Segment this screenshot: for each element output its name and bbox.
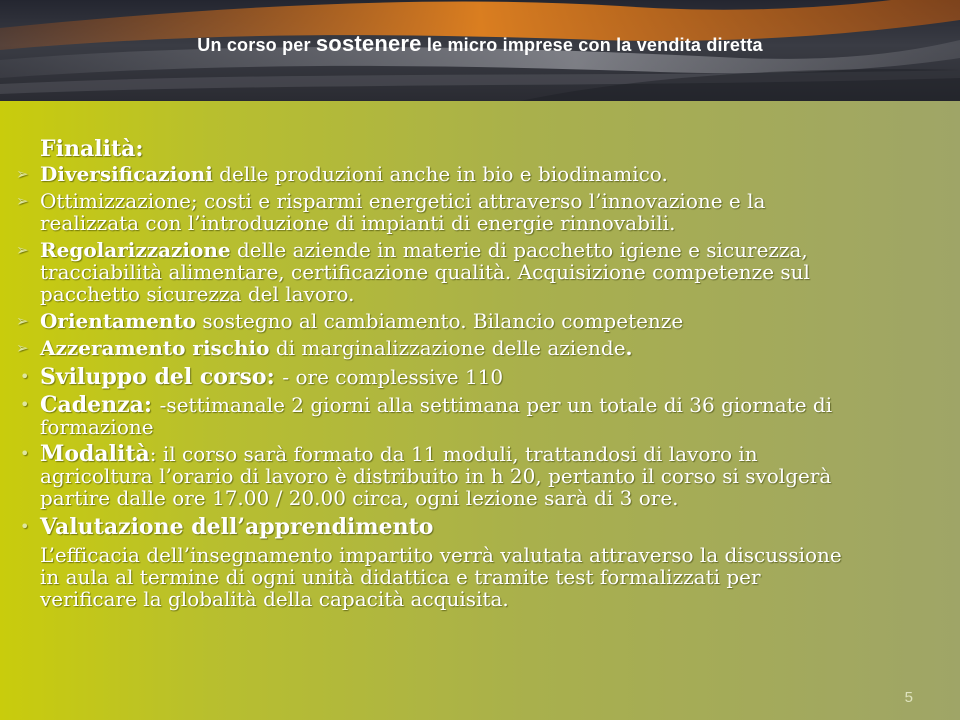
slide-title: Un corso per sostenere le micro imprese con la vendita diretta (197, 31, 763, 56)
arrow-bullet-icon: ➢ (16, 241, 29, 259)
list-item-cadenza: • Cadenza: -settimanale 2 giorni alla settimana per un totale di 36 giornate di formazione (20, 392, 833, 439)
list-item-orientamento: ➢ Orientamento sostegno al cambiamento. Bilancio competenze (16, 309, 684, 333)
header-banner (0, 0, 960, 101)
arrow-bullet-icon: ➢ (16, 192, 29, 210)
list-item-azzeramento: ➢ Azzeramento rischio di marginalizzazione delle aziende. (16, 336, 633, 360)
list-item-ottimizzazione: ➢ Ottimizzazione; costi e risparmi energetici attraverso l’innovazione e la realizzata con l’introduzione di impianti di energie rinnovabili. (16, 189, 766, 235)
list-item-modalita: • Modalità: il corso sarà formato da 11 moduli, trattandosi di lavoro in agricoltura l’orario di lavoro è distribuito in h 20, pertanto il corso si svolgerà partire dalle ore 17.00 / 20.00 circa, ogni lezione sarà di 3 ore. (20, 441, 832, 510)
dot-bullet-icon: • (20, 395, 30, 414)
slide-body (0, 101, 960, 720)
section-heading-finalita: Finalità: (40, 136, 144, 162)
dot-bullet-icon: • (20, 367, 30, 386)
list-item-sviluppo: • Sviluppo del corso: - ore complessive 110 (20, 364, 504, 390)
title-emphasis: sostenere (315, 31, 422, 56)
dot-bullet-icon: • (20, 517, 30, 536)
dot-bullet-icon: • (20, 444, 30, 463)
arrow-bullet-icon: ➢ (16, 312, 29, 330)
list-item-diversificazioni: ➢ Diversificazioni delle produzioni anche in bio e biodinamico. (16, 162, 668, 186)
list-item-regolarizzazione: ➢ Regolarizzazione delle aziende in materie di pacchetto igiene e sicurezza, tracciabilità alimentare, certificazione qualità. Acquisizione competenze sul pacchetto sicurezza del lavoro. (16, 238, 810, 306)
list-item-valutazione: • Valutazione dell’apprendimento (20, 514, 434, 540)
valutazione-paragraph: L’efficacia dell’insegnamento impartito verrà valutata attraverso la discussione in aula al termine di ogni unità didattica e tramite test formalizzati per verificare la globalità della capacità acquisita. (40, 543, 842, 611)
arrow-bullet-icon: ➢ (16, 165, 29, 183)
page-number: 5 (904, 689, 913, 706)
arrow-bullet-icon: ➢ (16, 339, 29, 357)
content-list (0, 135, 960, 610)
